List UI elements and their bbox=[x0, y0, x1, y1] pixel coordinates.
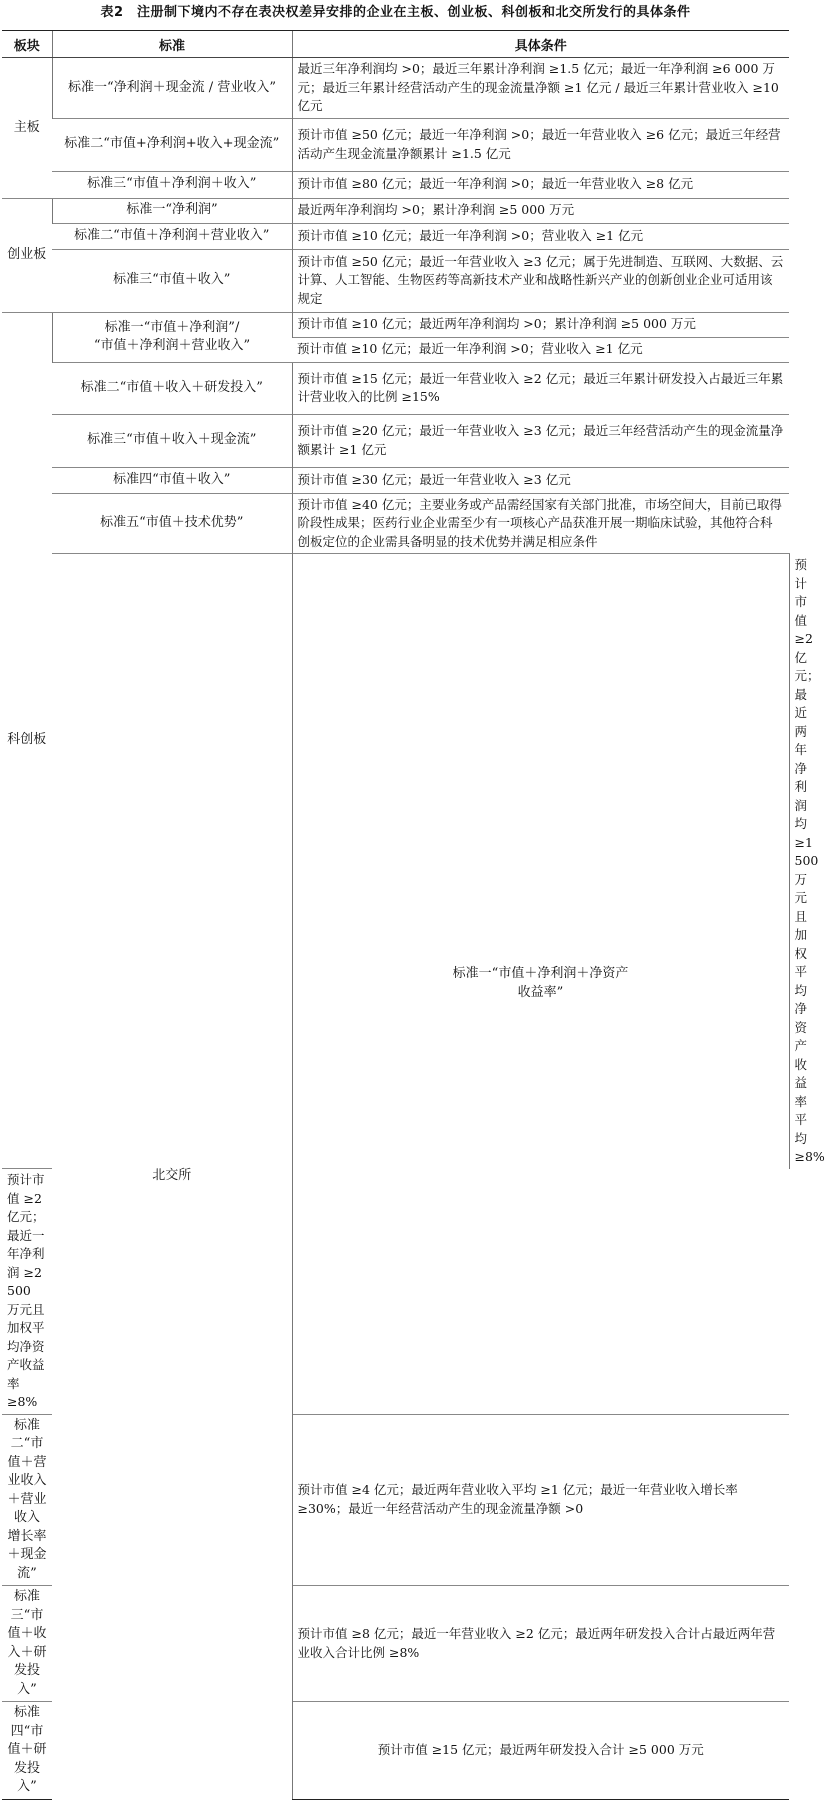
standard-line: 收益率” bbox=[517, 984, 564, 1000]
condition-cell: 预计市值 ≥8 亿元；最近一年营业收入 ≥2 亿元；最近两年研发投入合计占最近两年营业收入合计比例 ≥8% bbox=[292, 1586, 789, 1702]
condition-cell: 预计市值 ≥15 亿元；最近一年营业收入 ≥2 亿元；最近三年累计研发投入占最近三年累计营业收入的比例 ≥15% bbox=[292, 362, 789, 414]
board-bse-label: 北交所 bbox=[52, 554, 292, 1800]
condition-cell: 预计市值 ≥80 亿元；最近一年净利润 >0；最近一年营业收入 ≥8 亿元 bbox=[292, 171, 789, 198]
table-row bbox=[2, 312, 789, 337]
standard-cell: 标准一“净利润” bbox=[52, 198, 292, 223]
standard-cell bbox=[52, 312, 292, 362]
condition-cell: 预计市值 ≥15 亿元；最近两年研发投入合计 ≥5 000 万元 bbox=[292, 1702, 789, 1800]
header-standard: 标准 bbox=[52, 31, 292, 58]
standard-line: 标准一“市值＋净利润”/ bbox=[104, 319, 240, 335]
board-star-label: 科创板 bbox=[2, 312, 52, 1169]
condition-cell: 预计市值 ≥50 亿元；最近一年营业收入 ≥3 亿元；属于先进制造、互联网、大数据、云计算、人工智能、生物医药等高新技术产业和战略性新兴产业的创新创业企业可适用该规定 bbox=[292, 249, 789, 312]
table-row: 北交所 标准一“市值＋净利润＋净资产 收益率” 预计市值 ≥2 亿元；最近两年净利润均 ≥1 500 万元且加权平均净资产收益率平均 ≥8% bbox=[2, 554, 789, 1169]
standard-line: 增长率＋现金流” bbox=[7, 1528, 47, 1581]
condition-cell: 预计市值 ≥10 亿元；最近一年净利润 >0；营业收入 ≥1 亿元 bbox=[292, 337, 789, 362]
standard-cell: 标准四“市值＋研发投入” bbox=[2, 1702, 52, 1800]
condition-cell: 预计市值 ≥50 亿元；最近一年净利润 >0；最近一年营业收入 ≥6 亿元；最近三年经营活动产生现金流量净额累计 ≥1.5 亿元 bbox=[292, 118, 789, 171]
table-row bbox=[2, 414, 789, 467]
table-row bbox=[2, 223, 789, 249]
table-row bbox=[2, 198, 789, 223]
condition-cell: 预计市值 ≥2 亿元；最近一年净利润 ≥2 500 万元且加权平均净资产收益率 ≥8% bbox=[2, 1169, 52, 1415]
standard-cell: 标准一“净利润＋现金流 / 营业收入” bbox=[52, 58, 292, 119]
condition-cell: 预计市值 ≥30 亿元；最近一年营业收入 ≥3 亿元 bbox=[292, 467, 789, 493]
condition-cell: 最近两年净利润均 >0；累计净利润 ≥5 000 万元 bbox=[292, 198, 789, 223]
standard-cell bbox=[292, 554, 789, 1415]
standard-cell: 标准三“市值＋收入＋研发投入” bbox=[2, 1586, 52, 1702]
standard-line: 标准一“市值＋净利润＋净资产 bbox=[452, 966, 629, 982]
table-row bbox=[2, 171, 789, 198]
table-row bbox=[2, 58, 789, 119]
table-caption: 表2 注册制下境内不存在表决权差异安排的企业在主板、创业板、科创板和北交所发行的具体条件 bbox=[100, 5, 691, 20]
table-row bbox=[2, 118, 789, 171]
standard-cell: 标准三“市值＋净利润＋收入” bbox=[52, 171, 292, 198]
header-row bbox=[2, 31, 789, 58]
condition-cell: 预计市值 ≥10 亿元；最近两年净利润均 >0；累计净利润 ≥5 000 万元 bbox=[292, 312, 789, 337]
table-row bbox=[2, 493, 789, 554]
standard-cell bbox=[2, 1414, 52, 1586]
condition-cell: 预计市值 ≥40 亿元；主要业务或产品需经国家有关部门批准，市场空间大，目前已取得阶段性成果；医药行业企业需至少有一项核心产品获准开展一期临床试验，其他符合科创板定位的企业需具备明显的技术优势并满足相应条件 bbox=[292, 493, 789, 554]
table-row bbox=[2, 249, 789, 312]
standard-cell: 标准四“市值＋收入” bbox=[52, 467, 292, 493]
condition-cell: 预计市值 ≥10 亿元；最近一年净利润 >0；营业收入 ≥1 亿元 bbox=[292, 223, 789, 249]
standard-cell: 标准三“市值＋收入” bbox=[52, 249, 292, 312]
standard-cell: 标准三“市值＋收入＋现金流” bbox=[52, 414, 292, 467]
listing-conditions-table bbox=[2, 30, 825, 1800]
table-row bbox=[2, 362, 789, 414]
board-chinext-label: 创业板 bbox=[2, 198, 52, 312]
condition-cell: 预计市值 ≥20 亿元；最近一年营业收入 ≥3 亿元；最近三年经营活动产生的现金流量净额累计 ≥1 亿元 bbox=[292, 414, 789, 467]
standard-cell: 标准二“市值＋净利润＋营业收入” bbox=[52, 223, 292, 249]
board-main-label: 主板 bbox=[2, 58, 52, 199]
condition-cell: 最近三年净利润均 >0；最近三年累计净利润 ≥1.5 亿元；最近一年净利润 ≥6 000 万元；最近三年累计经营活动产生的现金流量净额 ≥1 亿元 / 最近三年累计营业收入 ≥10 亿元 bbox=[292, 58, 789, 119]
header-conditions: 具体条件 bbox=[292, 31, 789, 58]
condition-cell: 预计市值 ≥4 亿元；最近两年营业收入平均 ≥1 亿元；最近一年营业收入增长率 ≥30%；最近一年经营活动产生的现金流量净额 >0 bbox=[292, 1414, 789, 1586]
standard-cell: 标准五“市值＋技术优势” bbox=[52, 493, 292, 554]
header-board: 板块 bbox=[2, 31, 52, 58]
standard-cell: 标准二“市值+净利润+收入+现金流” bbox=[52, 118, 292, 171]
standard-line: 标准二“市值＋营业收入＋营业收入 bbox=[7, 1417, 47, 1525]
standard-cell: 标准二“市值＋收入＋研发投入” bbox=[52, 362, 292, 414]
table-row bbox=[2, 467, 789, 493]
standard-line: “市值＋净利润＋营业收入” bbox=[93, 338, 251, 353]
